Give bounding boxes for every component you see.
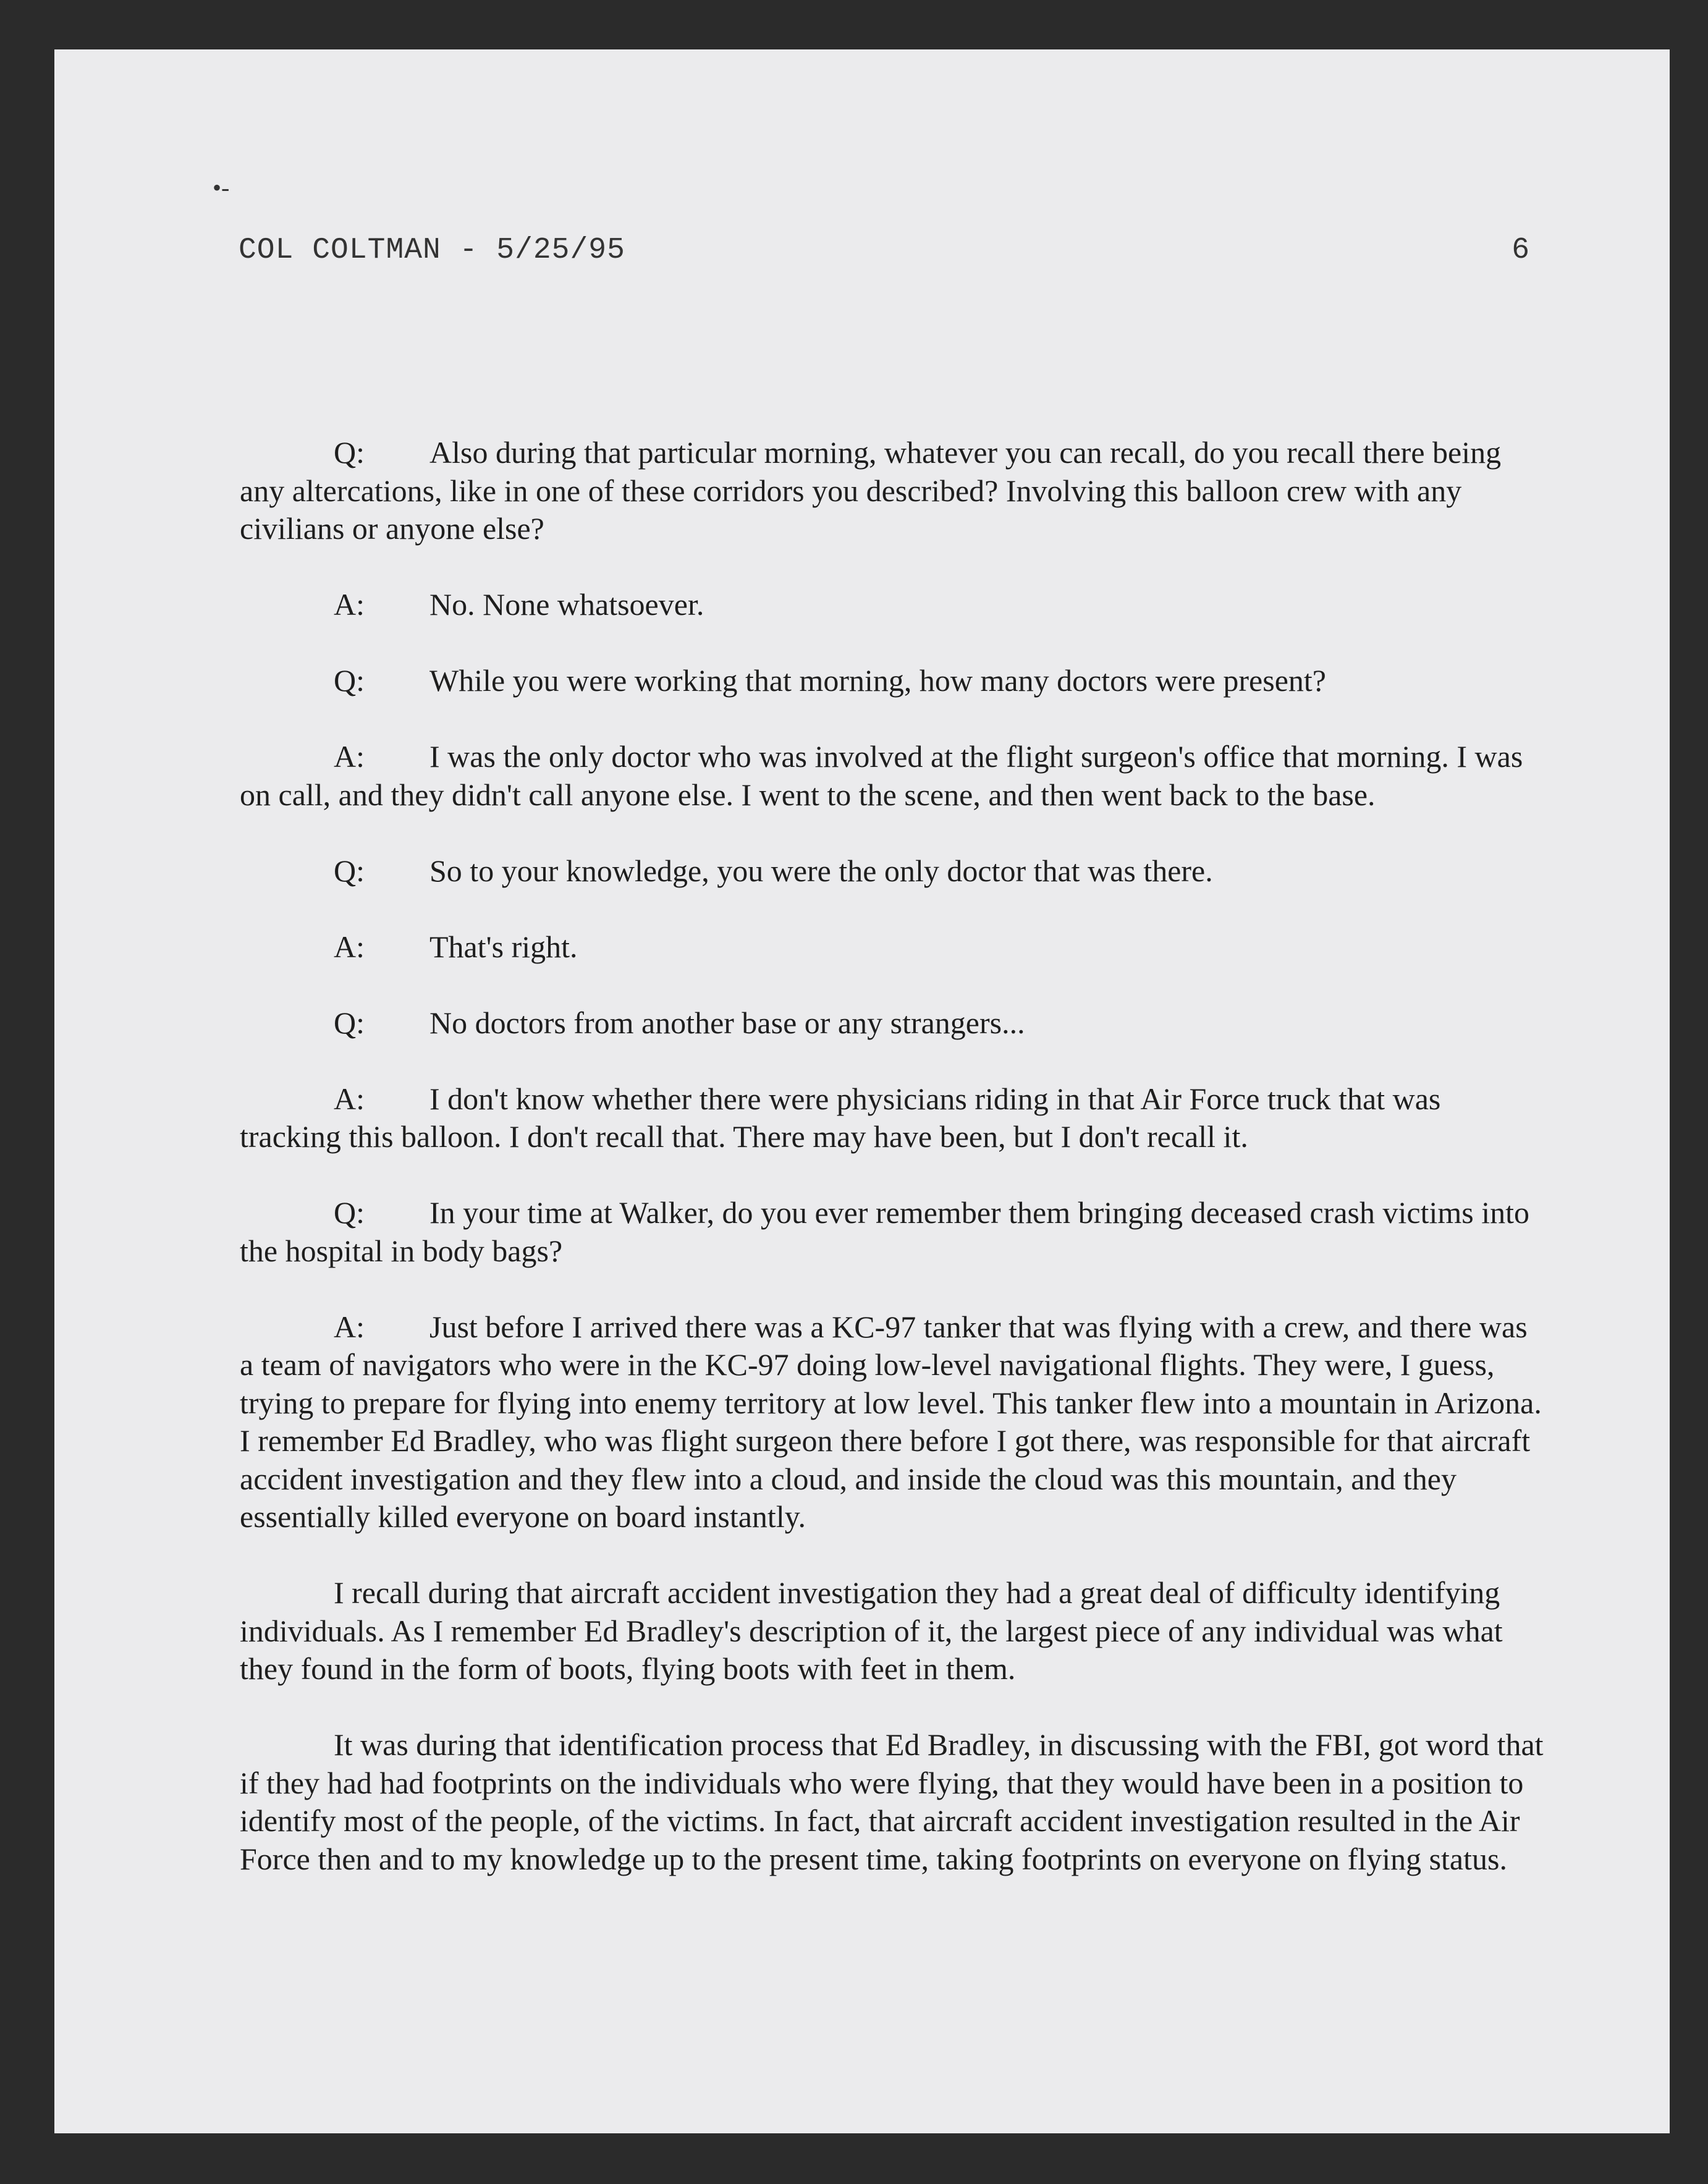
speaker-label: Q: [334,1195,365,1230]
speaker-label: A: [334,1309,365,1344]
speaker-label: Q: [334,663,365,698]
paragraph-text: Just before I arrived there was a KC-97 tanker that was flying with a crew, and there was a team of navigators who were in the KC-97 doing low-level navigational flights. They were, I guess, trying to prepare for flying into enemy territory at low level. This tanker flew into a mountain in Arizona. I remember Ed Bradley, who was flight surgeon there before I got there, was responsible for that aircraft accident investigation and they flew into a cloud, and inside the cloud was this mountain, and they essentially killed everyone on board instantly. [240,1309,1542,1534]
transcript-body [240,434,1544,1916]
transcript-paragraph [240,1574,1544,1688]
header-title: COL COLTMAN - 5/25/95 [239,234,625,267]
transcript-paragraph [240,662,1544,700]
transcript-paragraph [240,1308,1544,1536]
paragraph-text: I recall during that aircraft accident investigation they had a great deal of difficulty identifying individuals. As I remember Ed Bradley's description of it, the largest piece of any individual was what they found in the form of boots, flying boots with feet in them. [240,1575,1503,1686]
speaker-label: A: [334,1081,365,1116]
transcript-paragraph [240,928,1544,967]
paragraph-text: That's right. [429,929,578,964]
transcript-paragraph [240,434,1544,548]
paragraph-text: While you were working that morning, how many doctors were present? [429,663,1326,698]
transcript-paragraph [240,852,1544,891]
document-page [54,49,1670,2133]
paragraph-text: I was the only doctor who was involved at the flight surgeon's office that morning. I was on call, and they didn't call anyone else. I went to the scene, and then went back to the base. [240,739,1523,812]
transcript-paragraph [240,1004,1544,1043]
paragraph-text: No doctors from another base or any strangers... [429,1005,1025,1040]
transcript-paragraph [240,1726,1544,1878]
speaker-label: A: [334,739,365,774]
stray-mark: •- [213,174,230,201]
paragraph-text: So to your knowledge, you were the only doctor that was there. [429,853,1213,888]
paragraph-text: No. None whatsoever. [429,587,704,622]
speaker-label: Q: [334,435,365,470]
speaker-label: Q: [334,1005,365,1040]
speaker-label: A: [334,929,365,964]
paragraph-text: In your time at Walker, do you ever remember them bringing deceased crash victims into the hospital in body bags? [240,1195,1529,1268]
transcript-paragraph [240,1080,1544,1156]
page-header [239,234,1530,267]
speaker-label: Q: [334,853,365,888]
paragraph-text: Also during that particular morning, whatever you can recall, do you recall there being any altercations, like in one of these corridors you described? Involving this balloon crew with any civilians or anyone else? [240,435,1502,546]
transcript-paragraph [240,586,1544,624]
page-number: 6 [1511,234,1530,267]
transcript-paragraph [240,738,1544,814]
transcript-paragraph [240,1194,1544,1270]
speaker-label: A: [334,587,365,622]
paragraph-text: It was during that identification process that Ed Bradley, in discussing with the FBI, got word that if they had had footprints on the individuals who were flying, that they would have been in a position to identify most of the people, of the victims. In fact, that aircraft accident investigation resulted in the Air Force then and to my knowledge up to the present time, taking footprints on everyone on flying status. [240,1727,1544,1876]
paragraph-text: I don't know whether there were physicians riding in that Air Force truck that was tracking this balloon. I don't recall that. There may have been, but I don't recall it. [240,1081,1441,1154]
